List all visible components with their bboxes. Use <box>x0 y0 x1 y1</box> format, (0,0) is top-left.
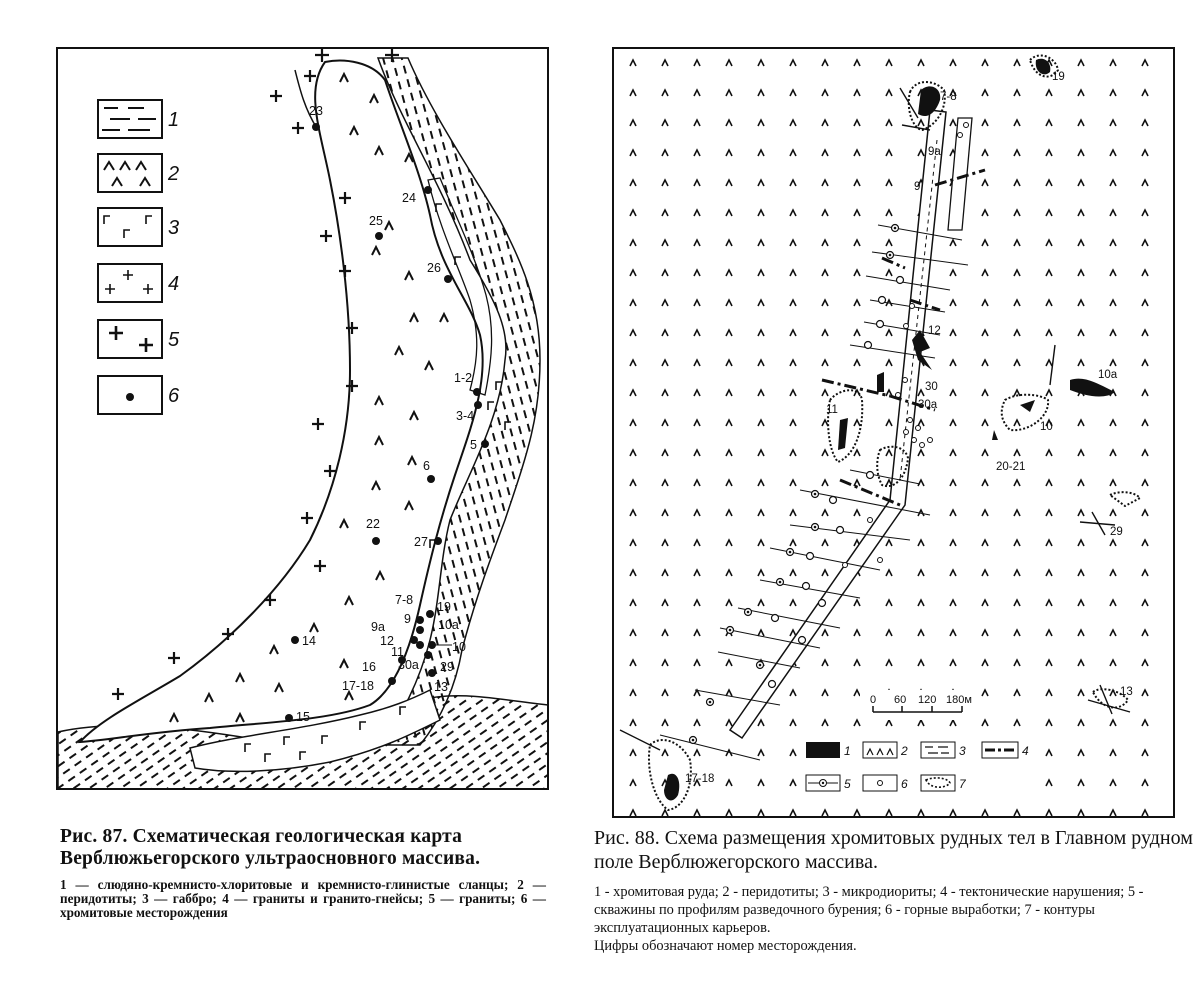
legend-key: 2 <box>168 163 180 185</box>
legend-swatch-ore <box>806 742 840 758</box>
legend-key: 5 <box>168 329 180 351</box>
ore-label: 7-8 <box>940 91 957 103</box>
deposit-label: 26 <box>427 261 441 275</box>
legend-key: 7 <box>959 777 966 791</box>
legend-key: 4 <box>1022 744 1029 758</box>
ore-label: 9 <box>914 181 921 193</box>
fig87-legend-text: 1 — слюдяно-кремнисто-хлоритовые и кремнисто-глинистые сланцы; 2 — перидотиты; 3 — габбро; 4 — граниты и гранито-гнейсы; 5 — граниты; 6 — хромитовые месторождения <box>60 877 546 920</box>
deposit-label: 6 <box>423 459 430 473</box>
ore-label: 30а <box>918 399 938 411</box>
fig88-legend-items: 1 - хромитовая руда; 2 - перидотиты; 3 - микродиориты; 4 - тектонические нарушения; 5 - скважины по профилям разведочного бурения; 6 - горные выработки; 7 - контуры эксплуатационных карьеров. <box>594 884 1144 936</box>
deposit-label: 25 <box>369 214 383 228</box>
ore-label: 29 <box>1110 526 1123 538</box>
deposit-label: 11 <box>391 645 404 659</box>
deposit-label: 13 <box>434 680 448 694</box>
legend-key: 5 <box>844 777 851 791</box>
deposit-label: 12 <box>380 634 394 648</box>
deposit-label: 23 <box>309 104 323 118</box>
scale-label: 180м <box>946 694 972 706</box>
deposit-label: 27 <box>414 535 428 549</box>
deposit-label: 16 <box>362 660 376 674</box>
ore-label: 20-21 <box>996 461 1026 473</box>
scale-label: 0 <box>870 694 877 706</box>
legend-swatch-microdiorite <box>921 742 955 758</box>
deposit-label: 24 <box>402 191 416 205</box>
ore-label: 10а <box>1098 369 1118 381</box>
legend-key: 6 <box>901 777 908 791</box>
legend-key: 3 <box>168 217 180 239</box>
scale-label: 60 <box>894 694 907 706</box>
deposit-label: 5 <box>470 438 477 452</box>
ore-label: 11 <box>826 404 838 416</box>
deposit-label: 19 <box>437 600 451 614</box>
deposit-label: 17-18 <box>342 679 374 693</box>
legend-key: 6 <box>168 385 180 407</box>
deposit-label: 7-8 <box>395 593 414 607</box>
deposit-label: 10 <box>452 640 466 654</box>
legend-key: 1 <box>844 744 851 758</box>
deposit-label: 15 <box>296 710 310 724</box>
deposit-label: 10a <box>438 618 459 632</box>
fig88-note: Цифры обозначают номер месторождения. <box>594 938 857 954</box>
scale-label: 120 <box>918 694 937 706</box>
fig88-caption: Рис. 88. Схема размещения хромитовых рудных тел в Главном рудном поле Верблюжегорского массива. <box>594 827 1193 873</box>
ore-label: 13 <box>1120 686 1133 698</box>
deposit-label: 29 <box>440 660 454 674</box>
legend-key: 1 <box>168 109 180 131</box>
deposit-label: 9 <box>404 612 411 626</box>
ore-label: 19 <box>1052 71 1065 83</box>
ore-label: 10 <box>1040 421 1053 433</box>
legend-key: 2 <box>901 744 908 758</box>
ore-label: 12 <box>928 325 941 337</box>
ore-label: 17-18 <box>685 773 715 785</box>
deposit-label: 3-4 <box>456 409 475 423</box>
legend-key: 3 <box>959 744 966 758</box>
deposit-label: 9a <box>371 620 385 634</box>
legend-key: 4 <box>168 273 180 295</box>
deposit-label: 14 <box>302 634 316 648</box>
ore-label: 30 <box>925 381 938 393</box>
fig87-caption: Рис. 87. Схематическая геологическая карта Верблюжьегорского ультраосновного массива. <box>60 826 481 869</box>
deposit-label: 30a <box>398 658 419 672</box>
fig88-legend-text <box>594 883 1194 955</box>
deposit-label: 1-2 <box>454 371 473 385</box>
deposit-label: 22 <box>366 517 380 531</box>
ore-label: 9а <box>928 146 941 158</box>
